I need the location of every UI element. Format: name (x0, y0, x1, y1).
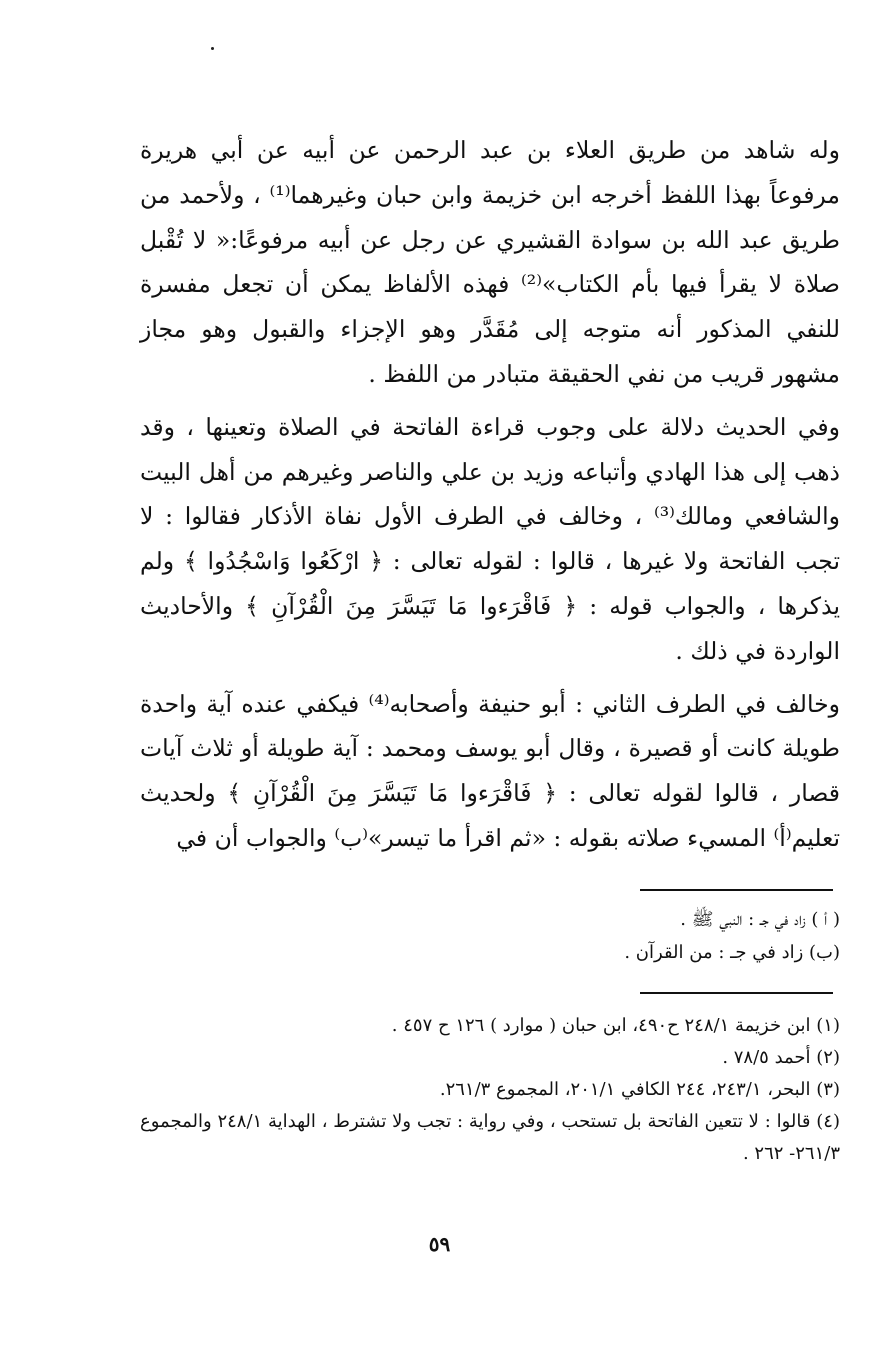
footnote-1: (١) ابن خزيمة ٢٤٨/١ ح٤٩٠، ابن حبان ( موارد ) ١٢٦ ح ٤٥٧ . (391, 1015, 840, 1036)
footnotes (140, 1010, 840, 1170)
footnote-divider-top (640, 889, 833, 891)
footnote-2: (٢) أحمد ٧٨/٥ . (722, 1047, 840, 1068)
footnote-3: (٣) البحر، ٢٤٣/١، ٢٤٤ الكافي ٢٠١/١، المجموع ٢٦١/٣. (439, 1079, 840, 1100)
footnote-divider-bottom (640, 992, 833, 994)
variant-note-a: ( أ ) زاد في جـ : النبي ﷺ . (680, 909, 840, 930)
footnote-4: (٤) قالوا : لا تتعين الفاتحة بل تستحب ، وفي رواية : تجب ولا تشترط ، الهداية ٢٤٨/١ والمجموع ٢٦١/٣- ٢٦٢ . (140, 1111, 840, 1164)
paragraph-3: وخالف في الطرف الثاني : أبو حنيفة وأصحابه⁽⁴⁾ فيكفي عنده آية واحدة طويلة كانت أو قصيرة ، وقال أبو يوسف ومحمد : آية طويلة أو ثلاث آيات قصار ، قالوا لقوله تعالى : ﴿ فَاقْرَءوا مَا تَيَسَّرَ مِنَ الْقُرْآنِ ﴾ ولحديث تعليم⁽أ⁾ المسيء صلاته بقوله : «ثم اقرأ ما تيسر»⁽ب⁾ والجواب أن في (140, 689, 840, 852)
variant-notes (380, 903, 840, 969)
main-text (140, 128, 840, 861)
scan-speck (211, 47, 214, 50)
page-number: ٥٩ (428, 1232, 451, 1256)
paragraph-1: وله شاهد من طريق العلاء بن عبد الرحمن عن أبيه عن أبي هريرة مرفوعاً بهذا اللفظ أخرجه ابن خزيمة وابن حبان وغيرهما⁽¹⁾ ، ولأحمد من طريق عبد الله بن سوادة القشيري عن رجل عن أبيه مرفوعًا:« لا تُقْبل صلاة لا يقرأ فيها بأم الكتاب»⁽²⁾ فهذه الألفاظ يمكن أن تجعل مفسرة للنفي المذكور أنه متوجه إلى مُقَدَّر وهو الإجزاء والقبول وهو مجاز مشهور قريب من نفي الحقيقة متبادر من اللفظ . (140, 136, 840, 388)
variant-note-b: (ب) زاد في جـ : من القرآن . (624, 942, 840, 963)
paragraph-2: وفي الحديث دلالة على وجوب قراءة الفاتحة في الصلاة وتعينها ، وقد ذهب إلى هذا الهادي وأتباعه وزيد بن علي والناصر وغيرهم من أهل البيت والشافعي ومالك⁽³⁾ ، وخالف في الطرف الأول نفاة الأذكار فقالوا : لا تجب الفاتحة ولا غيرها ، قالوا : لقوله تعالى : ﴿ ارْكَعُوا وَاسْجُدُوا ﴾ ولم يذكرها ، والجواب قوله : ﴿ فَاقْرَءوا مَا تَيَسَّرَ مِنَ الْقُرْآنِ ﴾ والأحاديث الواردة في ذلك . (140, 412, 840, 665)
